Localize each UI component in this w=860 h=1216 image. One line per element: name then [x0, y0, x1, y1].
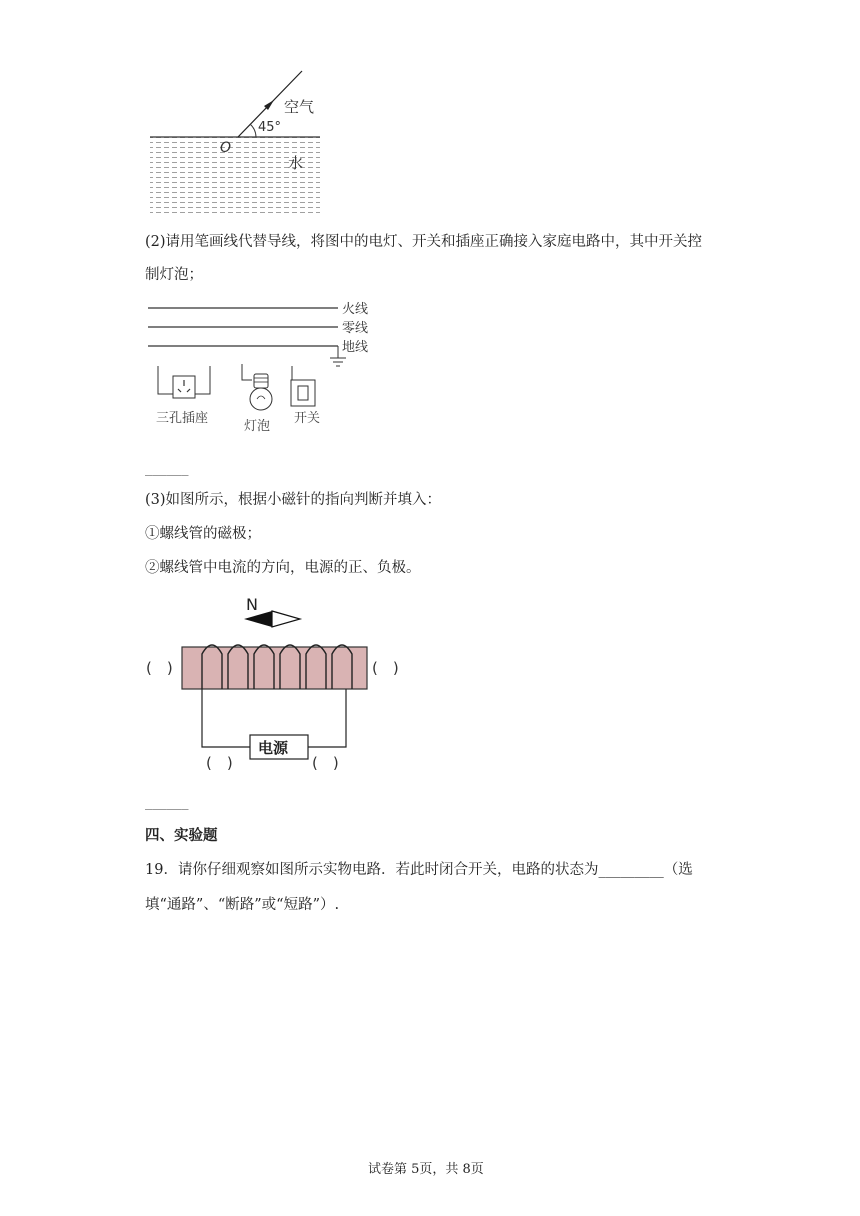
switch-icon — [291, 366, 315, 406]
ground-wire-label: 地线 — [342, 340, 369, 355]
live-wire-label: 火线 — [342, 302, 369, 317]
bottom-left-blank: ( ) — [206, 754, 233, 772]
socket-icon — [158, 366, 210, 398]
q3-item2: ②螺线管中电流的方向，电源的正、负极。 — [145, 560, 421, 576]
household-circuit-figure — [140, 296, 380, 438]
page-footer: 试卷第 5页，共 8页 — [368, 1162, 484, 1177]
bulb-label: 灯泡 — [244, 419, 271, 434]
angle-label: 45° — [258, 120, 282, 135]
right-pole-blank: ( ) — [372, 659, 399, 677]
water-label: 水 — [288, 154, 304, 172]
power-source-label: 电源 — [258, 739, 289, 757]
q3-item1: ①螺线管的磁极； — [145, 526, 261, 542]
answer-blank-2[interactable]: ______ — [145, 794, 189, 810]
q2-line2: 制灯泡； — [145, 267, 203, 283]
bottom-right-blank: ( ) — [312, 754, 339, 772]
section-title: 四、实验题 — [145, 827, 218, 844]
refraction-figure — [140, 60, 340, 220]
air-label: 空气 — [284, 98, 315, 116]
north-label: N — [246, 595, 258, 614]
q2-line1: (2)请用笔画线代替导线，将图中的电灯、开关和插座正确接入家庭电路中，其中开关控 — [145, 234, 703, 250]
socket-label: 三孔插座 — [156, 411, 209, 426]
point-label: O — [220, 140, 232, 156]
q19-line1: 19．请你仔细观察如图所示实物电路．若此时闭合开关，电路的状态为_________（选 — [145, 862, 693, 878]
solenoid-figure — [140, 592, 420, 778]
angle-arc — [250, 124, 256, 137]
q3-intro: (3)如图所示，根据小磁针的指向判断并填入： — [145, 492, 442, 508]
water-region — [150, 137, 320, 215]
left-pole-blank: ( ) — [146, 659, 173, 677]
switch-label: 开关 — [294, 411, 321, 426]
neutral-wire-label: 零线 — [342, 321, 369, 336]
answer-blank-1[interactable]: ______ — [145, 460, 189, 476]
q19-line2: 填“通路”、“断路”或“短路”）. — [145, 897, 340, 913]
bulb-icon — [242, 364, 272, 410]
